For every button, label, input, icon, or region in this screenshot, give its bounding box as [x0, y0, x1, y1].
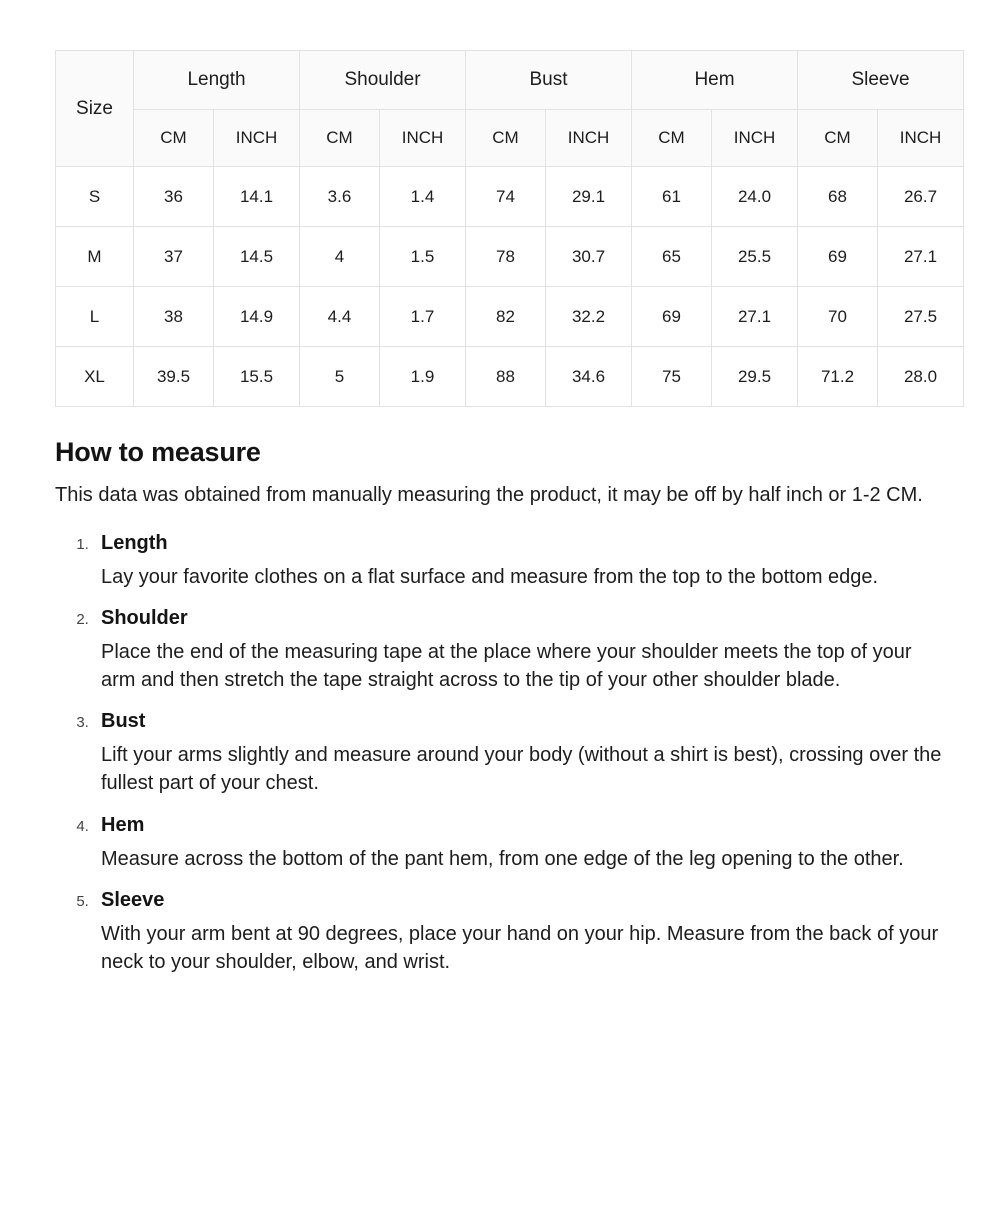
cell-length-inch: 14.1 [214, 167, 300, 227]
step-title: 5. Sleeve [101, 889, 165, 912]
cell-length-inch: 15.5 [214, 347, 300, 407]
column-header-size: Size [56, 51, 134, 167]
cell-length-cm: 38 [134, 287, 214, 347]
cell-hem-cm: 61 [632, 167, 712, 227]
unit-header-sleeve-cm: CM [798, 110, 878, 167]
cell-hem-inch: 29.5 [712, 347, 798, 407]
unit-header-hem-cm: CM [632, 110, 712, 167]
cell-sleeve-inch: 27.5 [878, 287, 964, 347]
cell-bust-cm: 78 [466, 227, 546, 287]
list-item [93, 889, 945, 976]
how-to-measure-intro: This data was obtained from manually measuring the product, it may be off by half inch or 1-2 CM. [55, 484, 923, 506]
cell-bust-cm: 88 [466, 347, 546, 407]
cell-sleeve-inch: 27.1 [878, 227, 964, 287]
column-group-length: Length [134, 51, 300, 110]
cell-sleeve-inch: 26.7 [878, 167, 964, 227]
cell-shoulder-inch: 1.4 [380, 167, 466, 227]
cell-hem-cm: 75 [632, 347, 712, 407]
cell-shoulder-cm: 4 [300, 227, 380, 287]
cell-length-inch: 14.5 [214, 227, 300, 287]
table-row [56, 167, 964, 227]
cell-sleeve-cm: 70 [798, 287, 878, 347]
step-title: 4. Hem [101, 813, 145, 836]
cell-length-cm: 39.5 [134, 347, 214, 407]
cell-hem-inch: 25.5 [712, 227, 798, 287]
step-body: Measure across the bottom of the pant hem, from one edge of the leg opening to the other. [101, 847, 904, 870]
cell-sleeve-cm: 68 [798, 167, 878, 227]
unit-header-sleeve-inch: INCH [878, 110, 964, 167]
cell-bust-cm: 82 [466, 287, 546, 347]
column-group-hem: Hem [632, 51, 798, 110]
table-body [56, 167, 964, 407]
unit-header-bust-inch: INCH [546, 110, 632, 167]
table-unit-header-row [56, 110, 964, 167]
step-body: With your arm bent at 90 degrees, place your hand on your hip. Measure from the back of your neck to your shoulder, elbow, and wrist. [101, 923, 939, 973]
cell-hem-inch: 27.1 [712, 287, 798, 347]
row-size-label: L [56, 287, 134, 347]
table-row [56, 227, 964, 287]
list-item [93, 814, 945, 874]
table-group-header-row [56, 51, 964, 110]
unit-header-hem-inch: INCH [712, 110, 798, 167]
cell-sleeve-cm: 69 [798, 227, 878, 287]
list-item [93, 532, 945, 592]
list-item [93, 607, 945, 694]
cell-length-cm: 36 [134, 167, 214, 227]
step-body: Lay your favorite clothes on a flat surface and measure from the top to the bottom edge. [101, 565, 879, 588]
unit-header-shoulder-cm: CM [300, 110, 380, 167]
cell-length-cm: 37 [134, 227, 214, 287]
cell-bust-inch: 30.7 [546, 227, 632, 287]
unit-header-shoulder-inch: INCH [380, 110, 466, 167]
cell-sleeve-cm: 71.2 [798, 347, 878, 407]
cell-sleeve-inch: 28.0 [878, 347, 964, 407]
cell-bust-cm: 74 [466, 167, 546, 227]
row-size-label: S [56, 167, 134, 227]
cell-bust-inch: 34.6 [546, 347, 632, 407]
cell-shoulder-inch: 1.9 [380, 347, 466, 407]
unit-header-bust-cm: CM [466, 110, 546, 167]
row-size-label: XL [56, 347, 134, 407]
cell-length-inch: 14.9 [214, 287, 300, 347]
step-title: 3. Bust [101, 710, 146, 733]
how-to-measure-steps [55, 532, 945, 977]
step-body: Lift your arms slightly and measure around your body (without a shirt is best), crossing over the fullest part of your chest. [101, 744, 942, 794]
row-size-label: M [56, 227, 134, 287]
step-title: 1. Length [101, 531, 168, 554]
cell-shoulder-cm: 4.4 [300, 287, 380, 347]
table-head [56, 51, 964, 167]
cell-shoulder-inch: 1.7 [380, 287, 466, 347]
cell-bust-inch: 29.1 [546, 167, 632, 227]
cell-hem-inch: 24.0 [712, 167, 798, 227]
column-group-shoulder: Shoulder [300, 51, 466, 110]
cell-hem-cm: 69 [632, 287, 712, 347]
list-item [93, 710, 945, 797]
cell-shoulder-cm: 3.6 [300, 167, 380, 227]
cell-bust-inch: 32.2 [546, 287, 632, 347]
column-group-sleeve: Sleeve [798, 51, 964, 110]
step-title: 2. Shoulder [101, 607, 188, 630]
step-body: Place the end of the measuring tape at the place where your shoulder meets the top of your arm and then stretch the tape straight across to the tip of your other shoulder blade. [101, 641, 912, 691]
size-chart-table [55, 50, 964, 407]
cell-shoulder-inch: 1.5 [380, 227, 466, 287]
unit-header-length-inch: INCH [214, 110, 300, 167]
unit-header-length-cm: CM [134, 110, 214, 167]
how-to-measure-title: How to measure [55, 437, 261, 467]
table-row [56, 287, 964, 347]
cell-hem-cm: 65 [632, 227, 712, 287]
table-row [56, 347, 964, 407]
column-group-bust: Bust [466, 51, 632, 110]
cell-shoulder-cm: 5 [300, 347, 380, 407]
